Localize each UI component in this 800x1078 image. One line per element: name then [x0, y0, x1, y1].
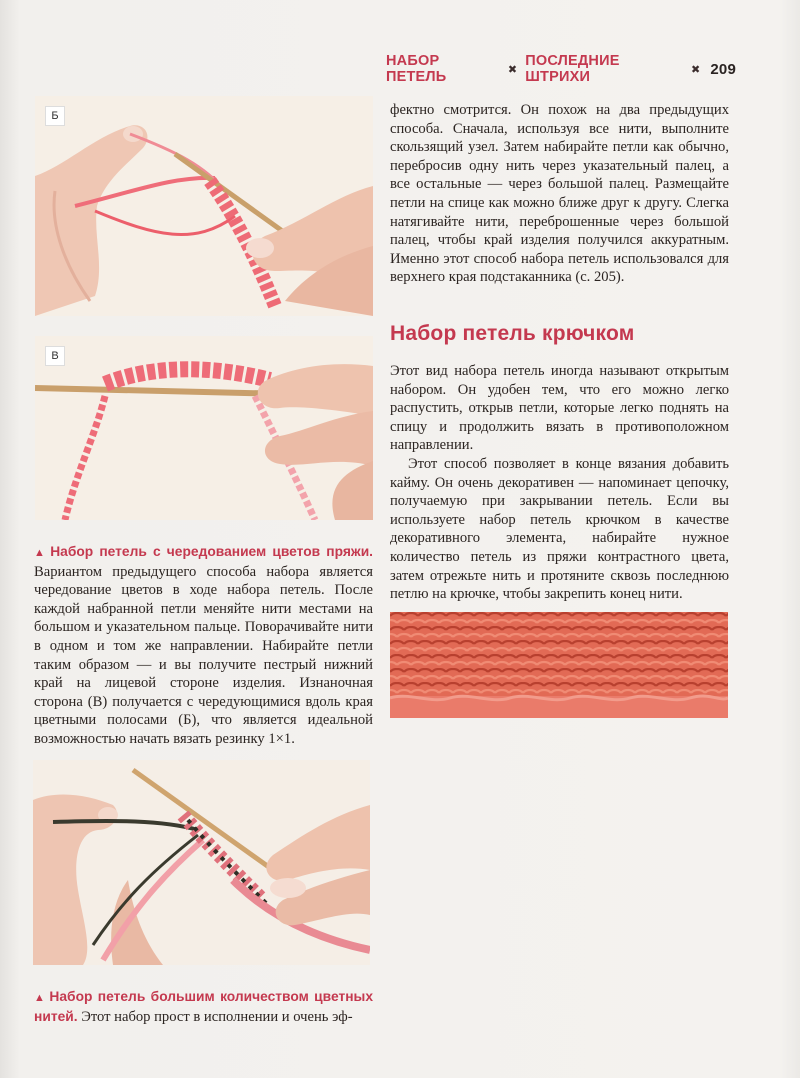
triangle-marker-icon: ▲ — [34, 547, 48, 559]
paragraph: Этот вид набора петель иногда называют открытым набором. Он удобен тем, что его можно легко распустить, открыв петли, которые легко поднять на спицу и продолжить вязать в противоположном направлении. — [390, 363, 729, 454]
photo-label: Б — [45, 106, 65, 126]
running-head-section-2: ПОСЛЕДНИЕ ШТРИХИ — [525, 53, 620, 85]
separator-icon: ✖ — [507, 63, 518, 76]
caption-body: Этот набор прост в исполнении и очень эф- — [81, 1008, 353, 1025]
separator-icon: ✖ — [690, 63, 701, 76]
photo-cast-on-reverse-side — [35, 336, 373, 520]
caption-alternating-colors — [34, 543, 373, 749]
photo-crochet-cast-on-sample — [390, 612, 728, 718]
paragraph: фектно смотрится. Он похож на два предыдущих способа. Сначала, используя все нити, выполните скользящий узел. Затем набирайте петли как обычно, перебросив одну нить через указательный палец, а все остальные — через большой палец. Размещайте петли на спице как можно ближе друг к другу. Слегка натягивайте нити, переброшенные через большой палец, чтобы край изделия получился аккуратным. Именно этот способ набора петель использовался для верхнего края подстаканника (с. 205). — [390, 102, 729, 286]
caption-body: Вариантом предыдущего способа набора является чередование цветов в ходе набора петель. После каждой набранной петли меняйте нити местами на большом и указательном пальце. Поворачивайте нити в одном и том же направлении. Набирайте петли таким образом — и вы получите пестрый нижний край на лицевой стороне изделия. Изнаночная сторона (В) получается с чередующимися вдоль края цветными полосами (Б), что является идеальной возможностью начать вязать резинку 1×1. — [34, 563, 373, 747]
knitting-needle-illustration — [35, 336, 373, 520]
photo-cast-on-colorful-edge — [35, 96, 373, 316]
running-head — [386, 53, 736, 85]
caption-title: Набор петель большим количеством цветных нитей. — [34, 989, 373, 1024]
caption-title: Набор петель с чередованием цветов пряжи. — [50, 544, 374, 559]
right-column-body — [390, 362, 729, 604]
photo-label: В — [45, 346, 65, 366]
right-column-continuation — [390, 101, 729, 287]
multi-strand-illustration — [33, 760, 370, 965]
knitted-fabric-illustration — [390, 612, 728, 718]
page-number: 209 — [710, 60, 736, 78]
running-head-section-1: НАБОР ПЕТЕЛЬ — [386, 53, 447, 85]
paragraph: Этот способ позволяет в конце вязания добавить кайму. Он очень декоративен — напоминает цепочку, получаемую при закрывании петель. Если вы используете набор петель крючком в качестве декоративного элемента, набирайте нужное количество петель из пряжи контрастного цвета, затем отрежьте нить и протяните сквозь последнюю петлю на крючке, чтобы закрепить конец нити. — [390, 455, 729, 603]
photo-multi-strand-cast-on — [33, 760, 370, 965]
section-heading: Набор петель крючком — [390, 322, 635, 345]
triangle-marker-icon: ▲ — [34, 992, 47, 1004]
caption-multi-strand — [34, 988, 373, 1026]
knitting-hands-illustration — [35, 96, 373, 316]
